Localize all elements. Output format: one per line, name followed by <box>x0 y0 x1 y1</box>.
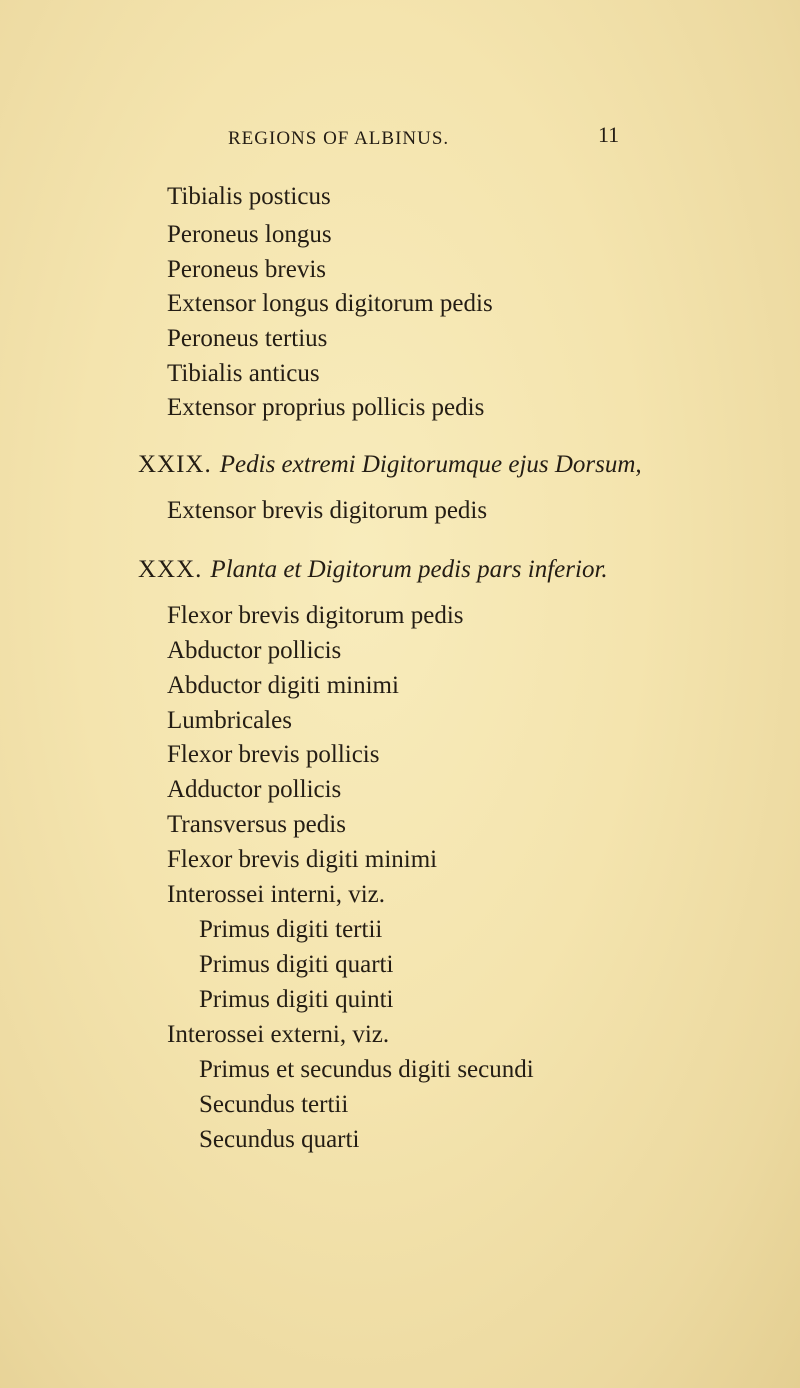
muscle-subline: Primus et secundus digiti secundi <box>199 1056 534 1083</box>
section-title: Planta et Digitorum pedis pars inferior. <box>210 556 608 583</box>
muscle-subline: Secundus quarti <box>199 1126 360 1153</box>
muscle-line: Transversus pedis <box>167 811 346 838</box>
muscle-subline: Primus digiti quarti <box>199 951 394 978</box>
muscle-line: Flexor brevis digiti minimi <box>167 846 438 873</box>
muscle-line: Peroneus brevis <box>167 256 326 283</box>
muscle-line: Abductor pollicis <box>167 637 342 664</box>
muscle-line: Flexor brevis pollicis <box>167 741 380 768</box>
muscle-line: Peroneus tertius <box>167 325 328 352</box>
muscle-subline: Primus digiti quinti <box>199 986 394 1013</box>
section-title: Pedis extremi Digitorumque ejus Dorsum, <box>219 451 642 478</box>
running-head: REGIONS OF ALBINUS. <box>228 128 450 149</box>
muscle-line: Interossei interni, viz. <box>167 881 385 908</box>
section-heading-xxix <box>138 451 642 479</box>
muscle-line: Tibialis posticus <box>167 183 331 210</box>
muscle-line: Tibialis anticus <box>167 360 320 387</box>
muscle-line: Peroneus longus <box>167 221 332 248</box>
muscle-line: Flexor brevis digitorum pedis <box>167 602 464 629</box>
muscle-line: Extensor brevis digitorum pedis <box>167 497 488 524</box>
muscle-subline: Primus digiti tertii <box>199 916 383 943</box>
muscle-line: Extensor longus digitorum pedis <box>167 290 493 317</box>
muscle-line: Adductor pollicis <box>167 776 342 803</box>
muscle-line: Extensor proprius pollicis pedis <box>167 394 485 421</box>
muscle-line: Interossei externi, viz. <box>167 1021 390 1048</box>
section-heading-xxx <box>138 556 608 584</box>
section-number: XXX. <box>138 556 203 583</box>
page-number: 11 <box>598 122 620 147</box>
muscle-line: Lumbricales <box>167 707 292 734</box>
muscle-line: Abductor digiti minimi <box>167 672 399 699</box>
section-number: XXIX. <box>138 451 212 478</box>
muscle-subline: Secundus tertii <box>199 1091 349 1118</box>
